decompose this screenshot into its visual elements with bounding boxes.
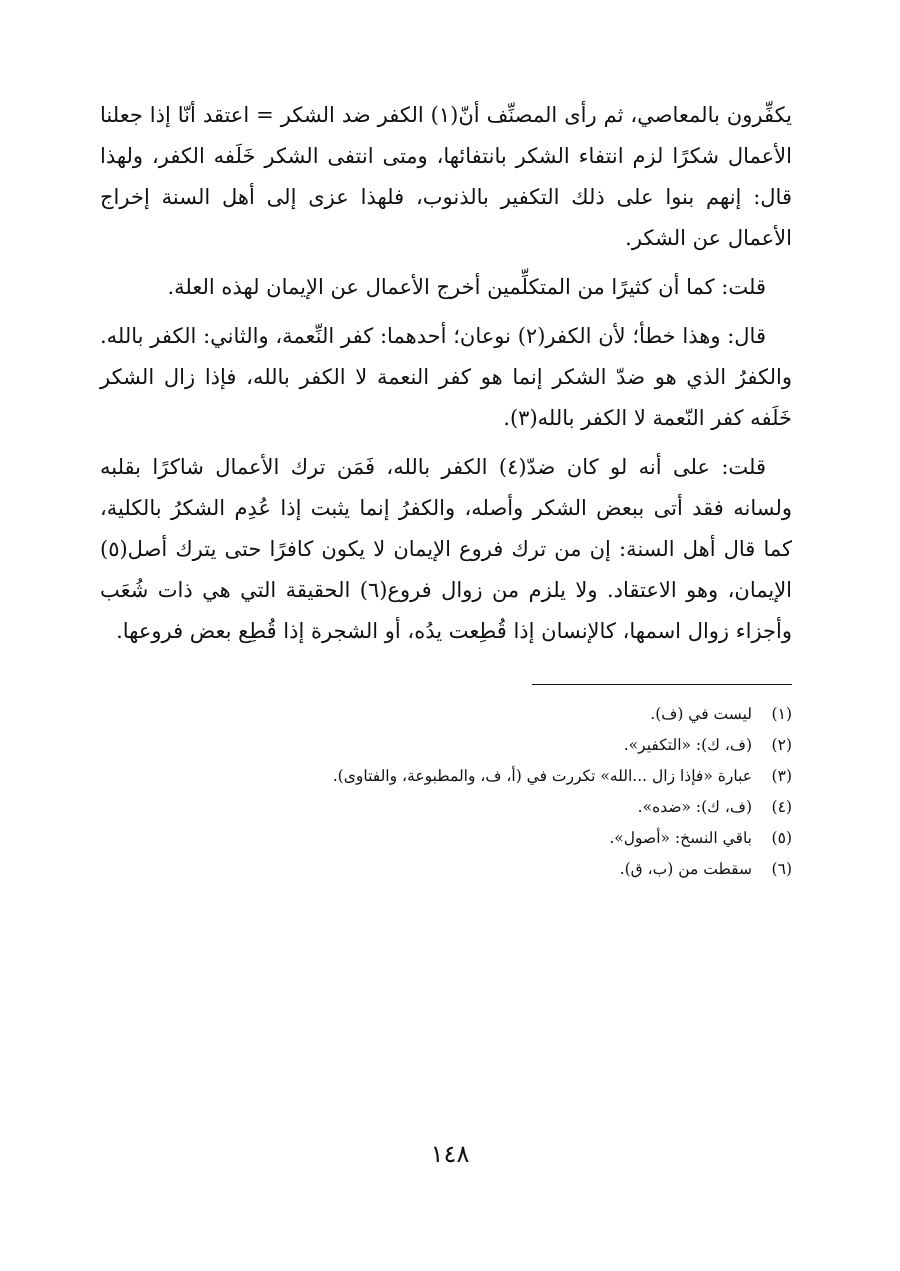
footnote-number: (٢) — [771, 736, 792, 754]
footnote-number: (٦) — [771, 860, 792, 878]
footnote-item — [100, 730, 792, 761]
footnotes-list — [100, 699, 792, 885]
footnote-separator — [532, 684, 792, 685]
page — [100, 95, 792, 1195]
footnote-text: (ف، ك): «التكفير». — [623, 736, 752, 754]
footnote-text: ليست في (ف). — [650, 705, 752, 723]
footnote-text: باقي النسخ: «أصول». — [609, 829, 752, 847]
footnote-number: (٥) — [771, 829, 792, 847]
footnote-text: (ف، ك): «ضده». — [637, 798, 752, 816]
footnote-number: (١) — [771, 705, 792, 723]
paragraph-2: قلت: كما أن كثيرًا من المتكلِّمين أخرج الأعمال عن الإيمان لهذه العلة. — [167, 275, 766, 299]
footnote-item — [100, 699, 792, 730]
footnote-text: عبارة «فإذا زال ...الله» تكررت في (أ، ف، والمطبوعة، والفتاوى). — [332, 767, 752, 785]
footnote-item — [100, 792, 792, 823]
body-text — [100, 95, 792, 652]
footnote-item — [100, 823, 792, 854]
footnote-number: (٤) — [771, 798, 792, 816]
footnote-number: (٣) — [771, 767, 792, 785]
paragraph-4: قلت: على أنه لو كان ضدّ(٤) الكفر بالله، فَمَن ترك الأعمال شاكرًا بقلبه ولسانه فقد أتى ببعض الشكر وأصله، والكفرُ إنما يثبت إذا عُدِم الشكرُ بالكلية، كما قال أهل السنة: إن من ترك فروع الإيمان لا يكون كافرًا حتى يترك أصل(٥) الإيمان، وهو الاعتقاد. ولا يلزم من زوال فروع(٦) الحقيقة التي هي ذات شُعَب وأجزاء زوال اسمها، كالإنسان إذا قُطِعت يدُه، أو الشجرة إذا قُطِع بعض فروعها. — [100, 455, 793, 643]
paragraph-1: يكفِّرون بالمعاصي، ثم رأى المصنِّف أنّ(١) الكفر ضد الشكر = اعتقد أنّا إذا جعلنا الأعمال شكرًا لزم انتفاء الشكر بانتفائها، ومتى انتفى الشكر خَلَفه الكفر، ولهذا قال: إنهم بنوا على ذلك التكفير بالذنوب، فلهذا عزى إلى أهل السنة إخراج الأعمال عن الشكر. — [100, 103, 793, 250]
paragraph-3: قال: وهذا خطأ؛ لأن الكفر(٢) نوعان؛ أحدهما: كفر النِّعمة، والثاني: الكفر بالله. والكفرُ الذي هو ضدّ الشكر إنما هو كفر النعمة لا الكفر بالله، فإذا زال الشكر خَلَفه كفر النّعمة لا الكفر بالله(٣). — [100, 324, 792, 430]
page-number: ١٤٨ — [430, 1140, 470, 1168]
footnote-item — [100, 854, 792, 885]
footnote-item — [100, 761, 792, 792]
footnote-text: سقطت من (ب، ق). — [619, 860, 752, 878]
